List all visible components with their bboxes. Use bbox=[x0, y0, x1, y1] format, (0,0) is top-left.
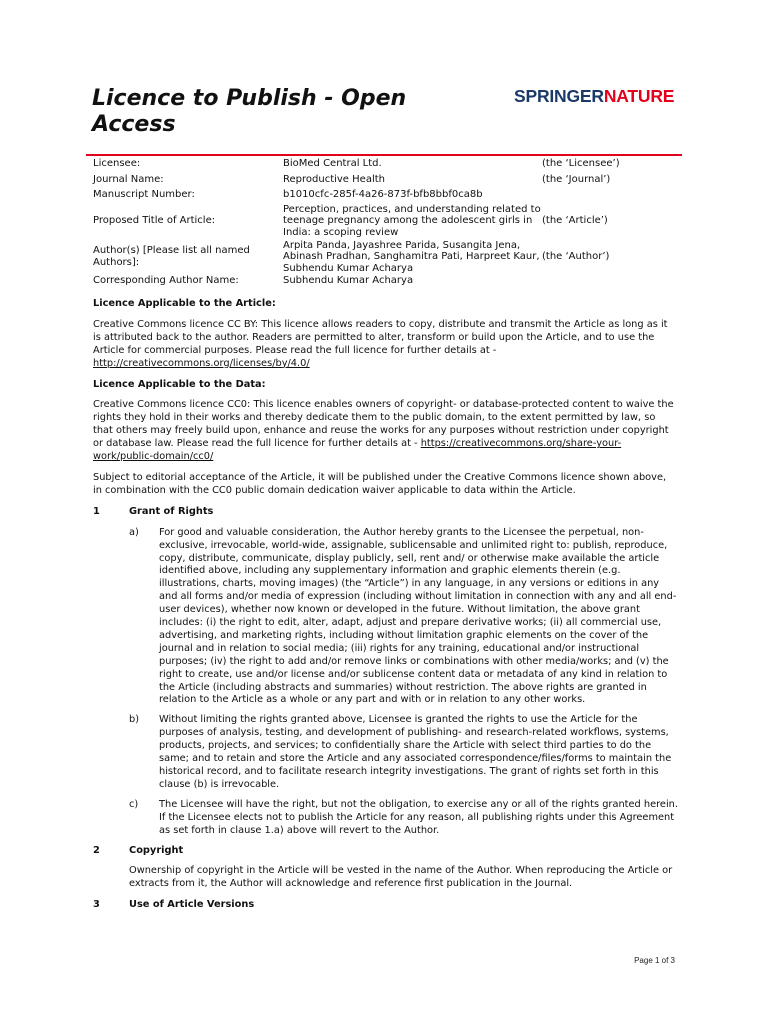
document-title: Licence to Publish - Open Access bbox=[92, 86, 407, 137]
row-tag: (the ‘Journal’) bbox=[542, 173, 611, 185]
section-heading bbox=[93, 845, 678, 858]
licence-details-table bbox=[93, 157, 693, 287]
clause-letter: c) bbox=[129, 798, 139, 810]
clause-text: Without limiting the rights granted above, Licensee is granted the rights to use the Article for the purposes of analysis, testing, and development of publishing- and research-related workflows, systems, products, projects, and services; to confidentially share the Article with select third parties to do the same; and to retain and store the Article and any associated correspondence/files/forms to maintain the historical record, and to facilitate research integrity investigations. The grant of rights set forth in this clause (b) is irrevocable. bbox=[159, 714, 672, 790]
article-licence-paragraph bbox=[93, 319, 678, 371]
table-row bbox=[93, 174, 693, 186]
article-licence-text: Creative Commons licence CC BY: This licence allows readers to copy, distribute and transmit the Article as long as it is attributed back to the author. Readers are permitted to alter, transform or build upon the Article, and to use the Article for commercial purposes. Please read the full licence for further details at - bbox=[93, 318, 668, 356]
section-heading bbox=[93, 899, 678, 912]
row-value: Perception, practices, and understanding related to teenage pregnancy among the adolescent girls in India: a scoping review bbox=[283, 203, 541, 238]
clause-1c bbox=[93, 799, 678, 838]
table-row bbox=[93, 275, 693, 287]
data-licence-heading: Licence Applicable to the Data: bbox=[93, 378, 266, 390]
row-label: Licensee: bbox=[93, 158, 141, 169]
data-licence-paragraph bbox=[93, 399, 678, 464]
section-number: 2 bbox=[93, 844, 100, 856]
copyright-paragraph: Ownership of copyright in the Article will be vested in the name of the Author. When reproducing the Article or extracts from it, the Author will acknowledge and reference first publication in the Journal. bbox=[129, 865, 673, 890]
logo-nature: NATURE bbox=[603, 86, 675, 106]
section-title: Use of Article Versions bbox=[129, 899, 255, 911]
table-row bbox=[93, 240, 693, 275]
table-row bbox=[93, 189, 693, 201]
cc0-link[interactable]: https://creativecommons.org/share-your-work/public-domain/cc0/ bbox=[93, 438, 622, 463]
row-value: Subhendu Kumar Acharya bbox=[283, 275, 414, 287]
row-label: Proposed Title of Article: bbox=[93, 215, 216, 227]
subject-paragraph: Subject to editorial acceptance of the Article, it will be published under the Creative Commons licence shown above, in combination with the CC0 public domain dedication waiver applicable to data within the Article. bbox=[93, 471, 667, 496]
clause-letter: a) bbox=[129, 526, 139, 538]
section-title: Grant of Rights bbox=[129, 505, 214, 517]
clause-1a bbox=[93, 527, 678, 708]
row-value: Arpita Panda, Jayashree Parida, Susangita Jena, Abinash Pradhan, Sanghamitra Pati, Harpreet Kaur, Subhendu Kumar Acharya bbox=[283, 239, 540, 274]
clause-text: The Licensee will have the right, but not the obligation, to exercise any or all of the rights granted herein. If the Licensee elects not to publish the Article for any reason, all publishing rights under this Agreement as set forth in clause 1.a) above will revert to the Author. bbox=[159, 798, 678, 836]
row-tag: (the ‘Article’) bbox=[542, 215, 608, 227]
header-divider bbox=[86, 154, 682, 156]
clause-1b bbox=[93, 714, 678, 791]
row-label: Manuscript Number: bbox=[93, 189, 195, 201]
section-number: 1 bbox=[93, 505, 100, 517]
clause-letter: b) bbox=[129, 714, 140, 726]
clause-text: For good and valuable consideration, the Author hereby grants to the Licensee the perpetual, non-exclusive, irrevocable, world-wide, assignable, sublicensable and unlimited right to: publish, reproduce, copy, distribute, communicate, display publicly, sell, rent and/ or otherwise make available the article identified above, including any supplementary information and graphic elements therein (e.g. illustrations, charts, moving images) (the “Article”) in any language, in any versions or editions in any and all forms and/or media of expression (including without limitation in connection with any and all end-user devices), whether now known or developed in the future. Without limitation, the above grant includes: (i) the right to edit, alter, adapt, adjust and prepare derivative works; (ii) all commercial use, advertising, and marketing rights, including without limitation graphic elements on the cover of the journal and in relation to social media; (iii) rights for any training, educational and/or instructional purposes; (iv) the right to add and/or remove links or combinations with other media/works; and (v) the right to create, use and/or license and/or sublicense content data or metadata of any kind in relation to the Article (including abstracts and summaries) without restriction. The above rights are granted in relation to the Article as a whole or any part and with or in relation to any other works. bbox=[159, 526, 677, 706]
row-value: Reproductive Health bbox=[283, 173, 385, 185]
section-number: 3 bbox=[93, 899, 100, 911]
section-title: Copyright bbox=[129, 844, 184, 856]
cc-by-link[interactable]: http://creativecommons.org/licenses/by/4.0/ bbox=[93, 357, 310, 369]
logo-springer: SPRINGER bbox=[514, 86, 604, 106]
springer-nature-logo bbox=[514, 86, 674, 106]
section-heading bbox=[93, 506, 678, 519]
row-label: Author(s) [Please list all named Authors]: bbox=[93, 245, 250, 268]
row-tag: (the ‘Author’) bbox=[542, 251, 610, 263]
row-label: Corresponding Author Name: bbox=[93, 275, 239, 287]
row-value: BioMed Central Ltd. bbox=[283, 158, 382, 169]
table-row bbox=[93, 204, 693, 239]
table-row bbox=[93, 158, 693, 170]
article-licence-heading: Licence Applicable to the Article: bbox=[93, 298, 276, 309]
document-body bbox=[93, 298, 678, 920]
row-label: Journal Name: bbox=[93, 173, 164, 185]
row-value: b1010cfc-285f-4a26-873f-bfb8bbf0ca8b bbox=[283, 189, 483, 201]
row-tag: (the ‘Licensee’) bbox=[542, 158, 620, 169]
page-number: Page 1 of 3 bbox=[634, 956, 675, 965]
data-licence-text: Creative Commons licence CC0: This licence enables owners of copyright- or database-protected content to waive the rights they hold in their works and thereby dedicate them to the public domain, to the extent permitted by law, so that others may freely build upon, enhance and reuse the works for any purposes without restriction under copyright or database law. Please read the full licence for further details at - bbox=[93, 399, 674, 450]
